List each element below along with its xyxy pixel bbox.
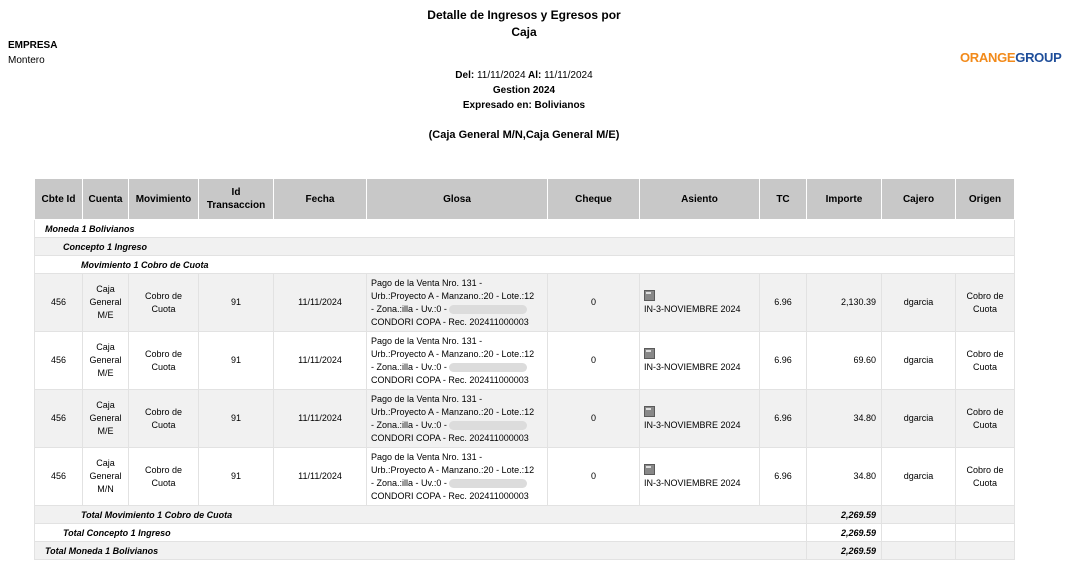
- cell-tc: 6.96: [760, 448, 807, 506]
- glosa-line-text: - Zona.:illa - Uv.:0 -: [371, 477, 447, 488]
- empty-cell: [956, 524, 1015, 542]
- total-concepto-row: [35, 524, 1015, 542]
- table-row: [35, 332, 1015, 390]
- col-header: Fecha: [274, 179, 367, 220]
- group-movimiento-row: [35, 256, 1015, 274]
- redacted-text: [449, 421, 527, 430]
- cell-cuenta: Caja General M/E: [83, 274, 129, 332]
- cell-cuenta: Caja General M/N: [83, 448, 129, 506]
- group-movimiento: Movimiento 1 Cobro de Cuota: [35, 256, 1015, 274]
- glosa-line: Urb.:Proyecto A - Manzano.:20 - Lote.:12: [371, 464, 535, 475]
- glosa-line: CONDORI COPA - Rec. 202411000003: [371, 432, 529, 443]
- cell-cajero: dgarcia: [882, 390, 956, 448]
- glosa-line-text: - Zona.:illa - Uv.:0 -: [371, 419, 447, 430]
- empty-cell: [882, 542, 956, 560]
- al-label: Al:: [527, 70, 542, 81]
- cell-fecha: 11/11/2024: [274, 448, 367, 506]
- cell-cbte: 456: [35, 390, 83, 448]
- glosa-line: [371, 303, 544, 316]
- total-concepto-value: 2,269.59: [807, 524, 882, 542]
- al-value: 11/11/2024: [544, 70, 593, 81]
- cell-idtx: 91: [199, 332, 274, 390]
- cell-cbte: 456: [35, 274, 83, 332]
- glosa-line: Pago de la Venta Nro. 131 -: [371, 277, 483, 288]
- company-label: EMPRESA: [8, 40, 58, 51]
- report-title-line2: Caja: [511, 25, 537, 39]
- cell-cajero: dgarcia: [882, 448, 956, 506]
- col-header: Importe: [807, 179, 882, 220]
- glosa-line: Urb.:Proyecto A - Manzano.:20 - Lote.:12: [371, 406, 535, 417]
- col-header: Cuenta: [83, 179, 129, 220]
- cell-asiento: [640, 390, 760, 448]
- glosa-line: Urb.:Proyecto A - Manzano.:20 - Lote.:12: [371, 348, 535, 359]
- glosa-line: [371, 477, 544, 490]
- cell-fecha: 11/11/2024: [274, 274, 367, 332]
- cell-movimiento: Cobro de Cuota: [129, 274, 199, 332]
- cell-fecha: 11/11/2024: [274, 332, 367, 390]
- cajas-subtitle: (Caja General M/N,Caja General M/E): [428, 129, 620, 141]
- cell-glosa: [367, 448, 548, 506]
- empty-cell: [882, 524, 956, 542]
- cell-movimiento: Cobro de Cuota: [129, 448, 199, 506]
- col-header: Cbte Id: [35, 179, 83, 220]
- redacted-text: [449, 363, 527, 372]
- cell-cuenta: Caja General M/E: [83, 332, 129, 390]
- cell-importe: 2,130.39: [807, 274, 882, 332]
- glosa-line: CONDORI COPA - Rec. 202411000003: [371, 490, 529, 501]
- asiento-icon[interactable]: [644, 464, 655, 475]
- total-moneda-value: 2,269.59: [807, 542, 882, 560]
- cell-origen: Cobro de Cuota: [956, 332, 1015, 390]
- cell-tc: 6.96: [760, 390, 807, 448]
- redacted-text: [449, 479, 527, 488]
- report-title-line1: Detalle de Ingresos y Egresos por: [427, 8, 621, 22]
- group-moneda: Moneda 1 Bolivianos: [35, 220, 1015, 238]
- cell-cajero: dgarcia: [882, 274, 956, 332]
- cell-origen: Cobro de Cuota: [956, 448, 1015, 506]
- asiento-icon[interactable]: [644, 406, 655, 417]
- col-header: Origen: [956, 179, 1015, 220]
- glosa-line: [371, 419, 544, 432]
- col-header: Movimiento: [129, 179, 199, 220]
- cell-asiento: [640, 448, 760, 506]
- empty-cell: [882, 506, 956, 524]
- glosa-line-text: - Zona.:illa - Uv.:0 -: [371, 303, 447, 314]
- asiento-link[interactable]: IN-3-NOVIEMBRE 2024: [644, 303, 741, 314]
- table-row: [35, 448, 1015, 506]
- cell-importe: 34.80: [807, 448, 882, 506]
- cell-origen: Cobro de Cuota: [956, 390, 1015, 448]
- empty-cell: [956, 506, 1015, 524]
- glosa-line: Pago de la Venta Nro. 131 -: [371, 335, 483, 346]
- company-block: [8, 38, 57, 68]
- company-city: Montero: [8, 55, 45, 66]
- date-range: [0, 68, 1048, 83]
- cell-cheque: 0: [548, 448, 640, 506]
- cell-movimiento: Cobro de Cuota: [129, 332, 199, 390]
- cell-tc: 6.96: [760, 274, 807, 332]
- glosa-line: [371, 361, 544, 374]
- cell-asiento: [640, 274, 760, 332]
- glosa-line: CONDORI COPA - Rec. 202411000003: [371, 316, 529, 327]
- table-row: [35, 390, 1015, 448]
- cell-idtx: 91: [199, 448, 274, 506]
- cell-cbte: 456: [35, 332, 83, 390]
- cell-movimiento: Cobro de Cuota: [129, 390, 199, 448]
- glosa-line: Urb.:Proyecto A - Manzano.:20 - Lote.:12: [371, 290, 535, 301]
- cell-idtx: 91: [199, 274, 274, 332]
- cell-cajero: dgarcia: [882, 332, 956, 390]
- logo-part1: ORANGE: [960, 50, 1016, 65]
- gestion: Gestion 2024: [492, 85, 556, 96]
- cell-glosa: [367, 274, 548, 332]
- col-header: Cheque: [548, 179, 640, 220]
- asiento-link[interactable]: IN-3-NOVIEMBRE 2024: [644, 477, 741, 488]
- total-moneda-row: [35, 542, 1015, 560]
- glosa-line: Pago de la Venta Nro. 131 -: [371, 393, 483, 404]
- group-concepto: Concepto 1 Ingreso: [35, 238, 1015, 256]
- cell-idtx: 91: [199, 390, 274, 448]
- report-title: [0, 7, 1048, 41]
- cell-importe: 34.80: [807, 390, 882, 448]
- total-movimiento-value: 2,269.59: [807, 506, 882, 524]
- orangegroup-logo: [960, 50, 1061, 65]
- col-header: TC: [760, 179, 807, 220]
- asiento-icon[interactable]: [644, 290, 655, 301]
- redacted-text: [449, 305, 527, 314]
- total-movimiento-label: Total Movimiento 1 Cobro de Cuota: [35, 506, 807, 524]
- cell-importe: 69.60: [807, 332, 882, 390]
- asiento-link[interactable]: IN-3-NOVIEMBRE 2024: [644, 361, 741, 372]
- cell-origen: Cobro de Cuota: [956, 274, 1015, 332]
- col-header: Id Transaccion: [199, 179, 274, 220]
- report-table: [34, 178, 1015, 560]
- table-row: [35, 274, 1015, 332]
- total-movimiento-row: [35, 506, 1015, 524]
- col-header: Cajero: [882, 179, 956, 220]
- cell-glosa: [367, 332, 548, 390]
- empty-cell: [956, 542, 1015, 560]
- report-meta: [0, 68, 1048, 113]
- col-header: Glosa: [367, 179, 548, 220]
- total-concepto-label: Total Concepto 1 Ingreso: [35, 524, 807, 542]
- asiento-icon[interactable]: [644, 348, 655, 359]
- group-moneda-row: [35, 220, 1015, 238]
- cell-asiento: [640, 332, 760, 390]
- glosa-line: CONDORI COPA - Rec. 202411000003: [371, 374, 529, 385]
- col-header: Asiento: [640, 179, 760, 220]
- total-moneda-label: Total Moneda 1 Bolivianos: [35, 542, 807, 560]
- logo-part2: GROUP: [1015, 50, 1062, 65]
- glosa-line: Pago de la Venta Nro. 131 -: [371, 451, 483, 462]
- asiento-link[interactable]: IN-3-NOVIEMBRE 2024: [644, 419, 741, 430]
- cell-cheque: 0: [548, 390, 640, 448]
- cell-glosa: [367, 390, 548, 448]
- cell-fecha: 11/11/2024: [274, 390, 367, 448]
- cell-cheque: 0: [548, 274, 640, 332]
- expresado: Expresado en: Bolivianos: [462, 100, 586, 111]
- table-header-row: [35, 179, 1015, 220]
- glosa-line-text: - Zona.:illa - Uv.:0 -: [371, 361, 447, 372]
- del-label: Del:: [455, 70, 475, 81]
- cell-tc: 6.96: [760, 332, 807, 390]
- cell-cbte: 456: [35, 448, 83, 506]
- group-concepto-row: [35, 238, 1015, 256]
- del-value: 11/11/2024: [476, 70, 526, 81]
- cell-cheque: 0: [548, 332, 640, 390]
- cell-cuenta: Caja General M/E: [83, 390, 129, 448]
